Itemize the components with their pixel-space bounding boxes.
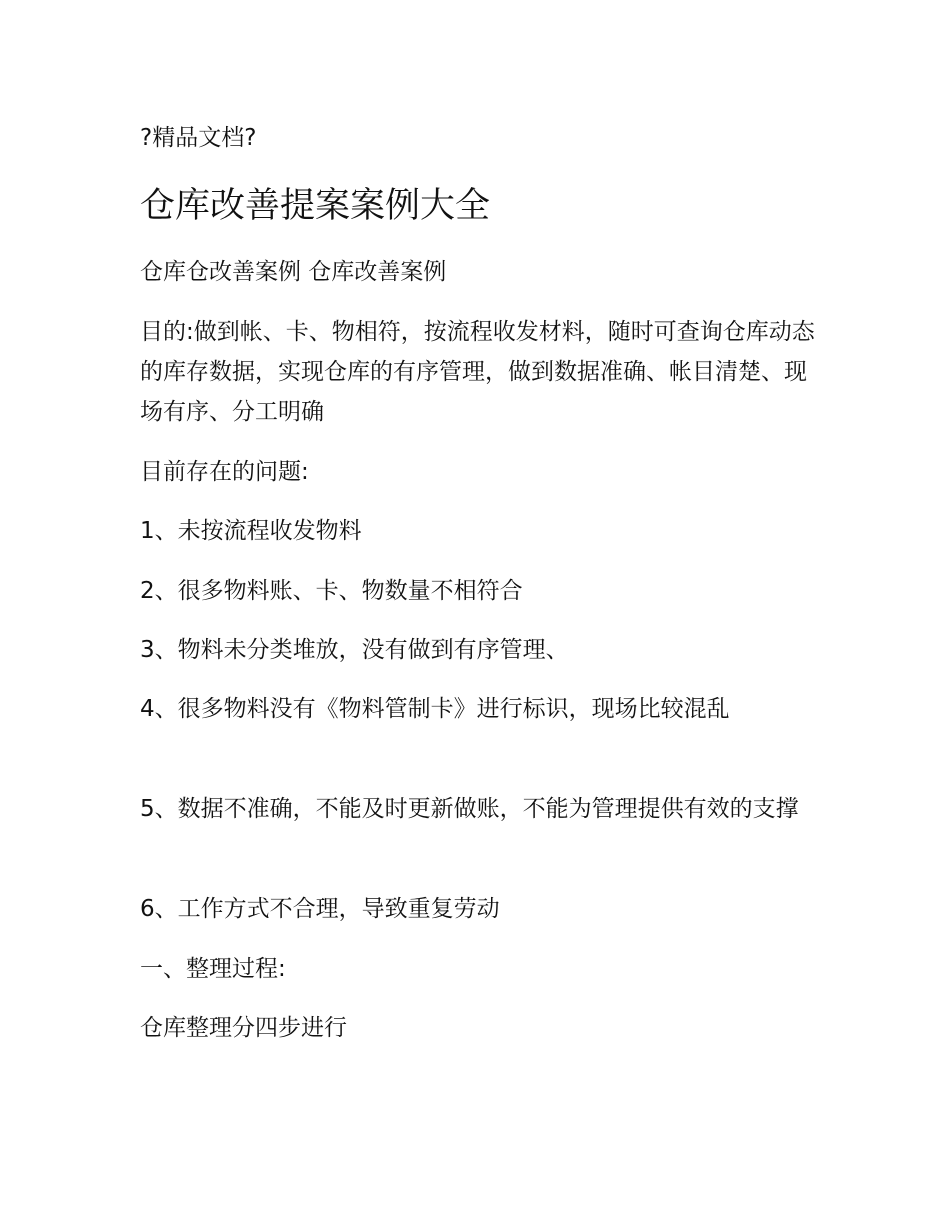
problem-item-4: 4、很多物料没有《物料管制卡》进行标识，现场比较混乱 — [140, 696, 730, 722]
section-1-text: 仓库整理分四步进行 — [140, 1015, 347, 1041]
document-title: 仓库改善提案案例大全 — [140, 186, 491, 226]
subtitle: 仓库仓改善案例 仓库改善案例 — [140, 259, 447, 285]
header-mark: ?精品文档? — [140, 125, 257, 151]
section-1-heading: 一、整理过程: — [140, 956, 286, 982]
problem-item-3: 3、物料未分类堆放，没有做到有序管理、 — [140, 637, 569, 663]
problem-item-2: 2、很多物料账、卡、物数量不相符合 — [140, 578, 523, 604]
problems-heading: 目前存在的问题: — [140, 459, 309, 485]
problem-item-6: 6、工作方式不合理，导致重复劳动 — [140, 896, 500, 922]
purpose-paragraph: 目的:做到帐、卡、物相符，按流程收发材料，随时可查询仓库动态的库存数据，实现仓库的有序管理，做到数据准确、帐目清楚、现场有序、分工明确 — [140, 319, 815, 425]
problem-item-5: 5、数据不准确，不能及时更新做账，不能为管理提供有效的支撑 — [140, 796, 799, 822]
problem-item-1: 1、未按流程收发物料 — [140, 518, 362, 544]
